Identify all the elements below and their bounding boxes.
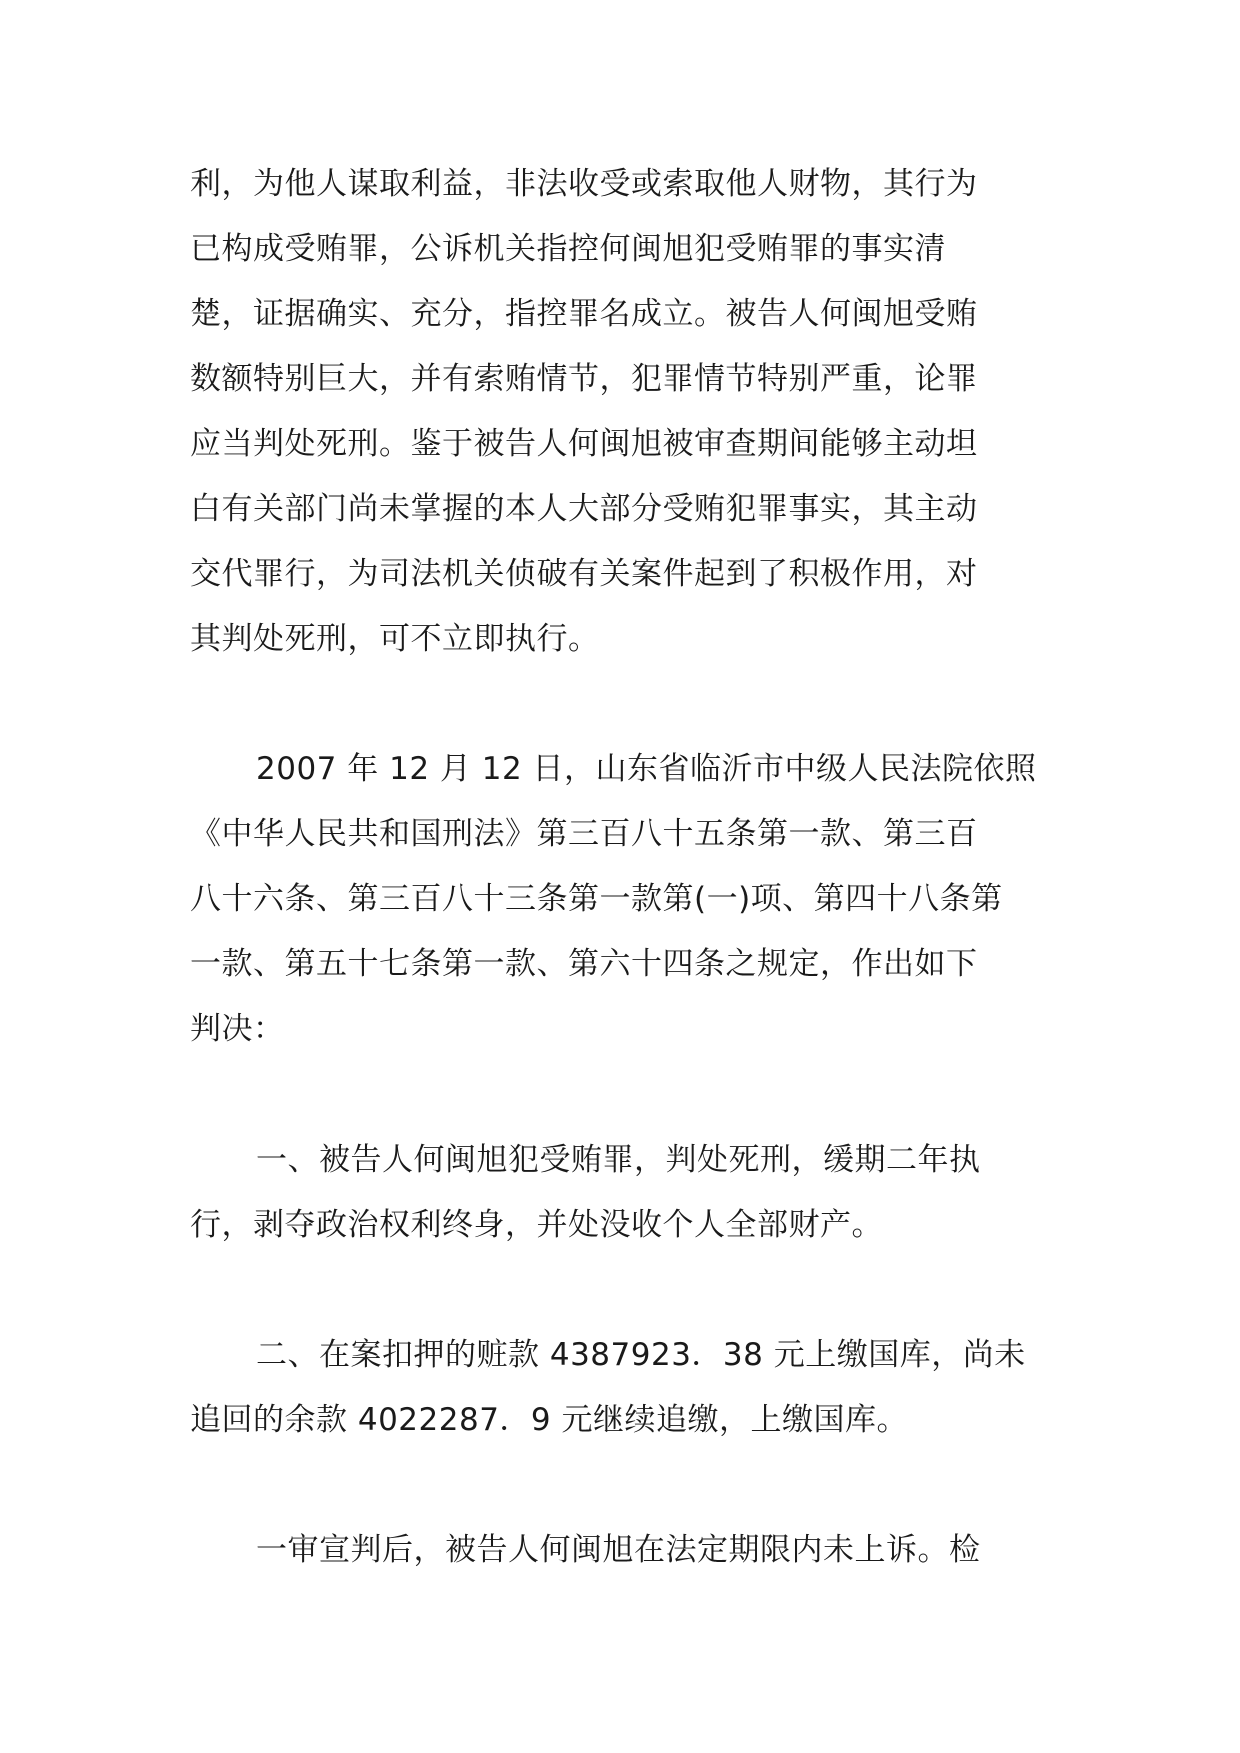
paragraph-1-line-2: 已构成受贿罪，公诉机关指控何闽旭犯受贿罪的事实清 — [190, 231, 946, 267]
paragraph-1-line-7: 交代罪行，为司法机关侦破有关案件起到了积极作用，对 — [190, 556, 978, 592]
paragraph-3-line-1: 一、被告人何闽旭犯受贿罪，判处死刑，缓期二年执 — [256, 1142, 981, 1178]
paragraph-2-line-2: 《中华人民共和国刑法》第三百八十五条第一款、第三百 — [190, 816, 978, 852]
paragraph-1-line-6: 白有关部门尚未掌握的本人大部分受贿犯罪事实，其主动 — [190, 491, 978, 527]
paragraph-4-line-2: 追回的余款 4022287．9 元继续追缴，上缴国库。 — [190, 1402, 908, 1438]
paragraph-1-line-8: 其判处死刑，可不立即执行。 — [190, 621, 600, 657]
paragraph-3-line-2: 行，剥夺政治权利终身，并处没收个人全部财产。 — [190, 1207, 883, 1243]
paragraph-1-line-5: 应当判处死刑。鉴于被告人何闽旭被审查期间能够主动坦 — [190, 426, 978, 462]
paragraph-1-line-4: 数额特别巨大，并有索贿情节，犯罪情节特别严重，论罪 — [190, 361, 978, 397]
paragraph-1-line-3: 楚，证据确实、充分，指控罪名成立。被告人何闽旭受贿 — [190, 296, 978, 332]
paragraph-4-line-1: 二、在案扣押的赃款 4387923．38 元上缴国库，尚未 — [256, 1337, 1026, 1373]
paragraph-2-line-3: 八十六条、第三百八十三条第一款第(一)项、第四十八条第 — [190, 881, 1003, 917]
paragraph-2-line-4: 一款、第五十七条第一款、第六十四条之规定，作出如下 — [190, 946, 978, 982]
paragraph-5-line-1: 一审宣判后，被告人何闽旭在法定期限内未上诉。检 — [256, 1532, 981, 1568]
paragraph-2-line-1: 2007 年 12 月 12 日，山东省临沂市中级人民法院依照 — [256, 751, 1037, 787]
paragraph-2-line-5: 判决： — [190, 1011, 285, 1047]
paragraph-1-line-1: 利，为他人谋取利益，非法收受或索取他人财物，其行为 — [190, 166, 978, 202]
